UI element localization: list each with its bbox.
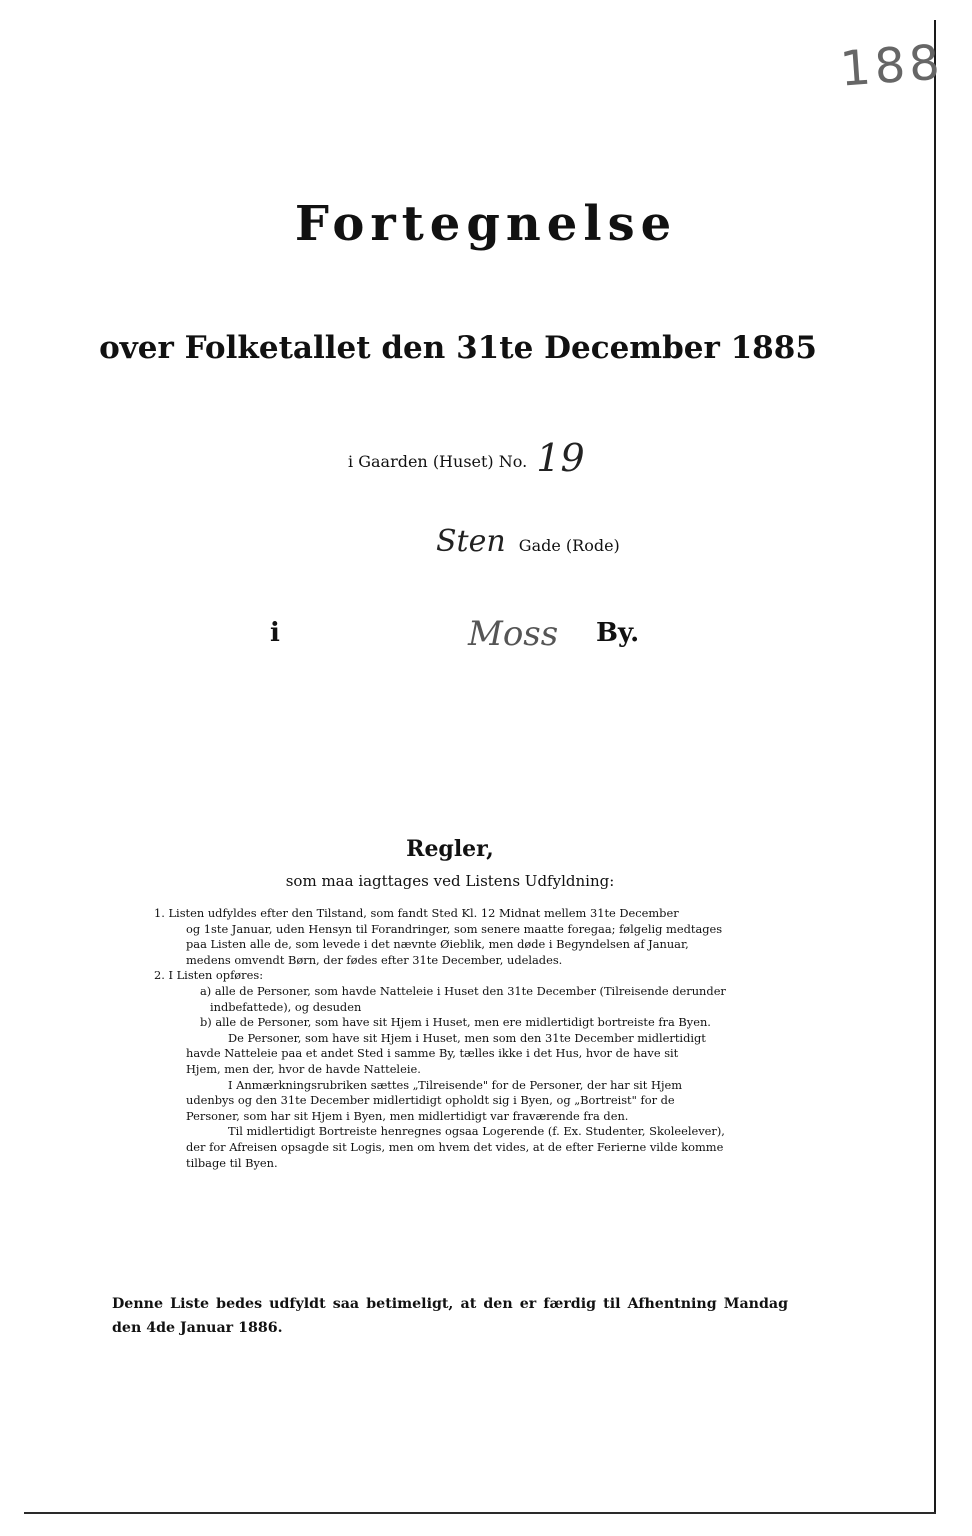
- rules-list: [154, 906, 794, 1171]
- rule-line: udenbys og den 31te December midlertidigt opholdt sig i Byen, og „Bortreist" for de: [186, 1093, 675, 1108]
- document-title: Fortegnelse: [294, 196, 678, 252]
- rule-line: medens omvendt Børn, der fødes efter 31te December, udelades.: [186, 952, 563, 967]
- rule-line: og 1ste Januar, uden Hensyn til Forandringer, som senere maatte foregaa; følgelig medtages: [186, 921, 723, 936]
- rule-line: b) alle de Personer, som have sit Hjem i Huset, men ere midlertidigt bortreiste fra Byen.: [200, 1015, 711, 1030]
- town-value: Moss: [468, 614, 559, 654]
- rule-line: havde Natteleie paa et andet Sted i samme By, tælles ikke i det Hus, hvor de have sit: [186, 1046, 679, 1061]
- rule-line: Personer, som har sit Hjem i Byen, men midlertidigt var fraværende fra den.: [186, 1108, 629, 1123]
- collection-notice: Denne Liste bedes udfyldt saa betimeligt, at den er færdig til Afhentning Mandag den 4de Januar 1886.: [112, 1296, 788, 1336]
- rule-line: I Anmærkningsrubriken sættes „Tilreisende" for de Personer, der har sit Hjem: [228, 1077, 683, 1092]
- rules-heading: Regler,: [406, 836, 494, 862]
- rules-intro: som maa iagttages ved Listens Udfyldning:: [285, 872, 615, 890]
- page-edge-bottom: [24, 1512, 936, 1514]
- rule-line: a) alle de Personer, som havde Natteleie i Huset den 31te December (Tilreisende derunder: [200, 983, 726, 998]
- document-subtitle: over Folketallet den 31te December 1885: [99, 330, 817, 366]
- street-label: Gade (Rode): [518, 536, 620, 555]
- street-value: Sten: [436, 524, 506, 559]
- handwritten-page-number: 188: [838, 34, 946, 98]
- rule-line: De Personer, som have sit Hjem i Huset, men som den 31te December midlertidigt: [228, 1030, 706, 1045]
- rule-line: Hjem, men der, hvor de havde Natteleie.: [186, 1061, 421, 1076]
- rule-line: tilbage til Byen.: [186, 1155, 278, 1170]
- rule-line: der for Afreisen opsagde sit Logis, men om hvem det vides, at de efter Ferierne vilde komme: [186, 1139, 724, 1154]
- rule-line: indbefattede), og desuden: [210, 999, 362, 1014]
- town-suffix: By.: [596, 618, 640, 648]
- town-prefix: i: [270, 618, 280, 648]
- rule-line: 1. Listen udfyldes efter den Tilstand, som fandt Sted Kl. 12 Midnat mellem 31te December: [154, 906, 679, 920]
- rule-line: paa Listen alle de, som levede i det nævnte Øieblik, men døde i Begyndelsen af Januar,: [186, 937, 689, 952]
- rule-line: 2. I Listen opføres:: [154, 968, 264, 983]
- house-label: i Gaarden (Huset) No.: [348, 452, 528, 471]
- rule-line: Til midlertidigt Bortreiste henregnes ogsaa Logerende (f. Ex. Studenter, Skoleelever),: [228, 1124, 725, 1139]
- street-field: [436, 524, 620, 559]
- house-number-field: [348, 432, 585, 480]
- house-number-value: 19: [536, 436, 585, 480]
